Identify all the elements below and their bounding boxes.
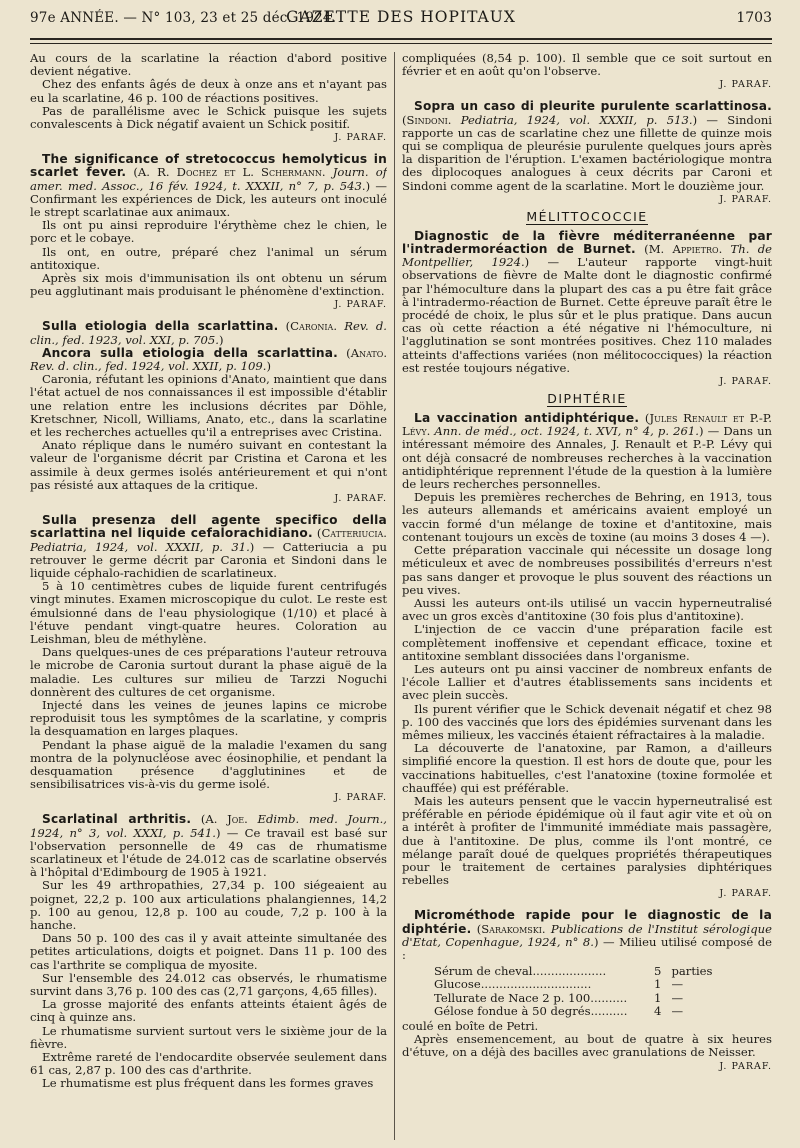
right-column [402,52,772,1140]
ingredient-unit: — [671,1003,684,1018]
section-heading [402,391,772,406]
article-author: Sindoni [406,112,448,127]
paragraph: Après ensemencement, au bout de quatre à six heures d'étuve, on a déjà des bacilles avec granulations de Neisser. [402,1032,772,1060]
section-heading [402,209,772,224]
article-author: A. R. Dochez et L. Schermann [137,165,322,180]
paragraph: Sur les 49 arthropathies, 27,34 p. 100 siégeaient au poignet, 22,2 p. 100 aux articulations phalangiennes, 14,2 p. 100 au genou, 12,8 p. 100 au coude, 7,2 p. 100 à la hanche. [30,878,387,932]
ingredient-quantity: 1 [654,990,662,1005]
article-reference: Journ. of amer. med. Assoc., 16 fév. 1924, t. XXXII, n° 7, p. 543. [30,165,387,193]
ingredient-unit: parties [671,964,713,979]
paragraph: Au cours de la scarlatine la réaction d'abord positive devient négative. [30,52,387,79]
article-reference: Pediatria, 1924, vol. XXXII, p. 31. [30,539,250,554]
ingredient-quantity: 5 [654,964,662,979]
article-reference: Rev. d. clin., fed. 1924, vol. XXII, p. 109. [30,359,267,374]
author-signature: J. PARAF. [719,79,772,91]
paragraph: L'injection de ce vaccin d'une préparation facile est complètement inoffensive et cependant efficace, toxine et antitoxine semblant dissociées dans l'organisme. [402,622,772,663]
article-body: — Dans un intéressant mémoire des Annales, J. Renault et P.-P. Lévy qui ont déjà consacré de nombreuses recherches à la vaccination antidiphtérique reprennent l'étude de la question à la lumière de leurs recherches personnelles. [402,424,772,492]
article-title: Microméthode rapide pour le diagnostic de la diphtérie. [402,908,772,936]
article-body: — Milieu utilisé composé de : [402,934,772,962]
author-signature: J. PARAF. [719,1060,772,1072]
paragraph: Mais les auteurs pensent que le vaccin hyperneutralisé est préférable en période épidémique où il faut agir vite et où on a intérêt à profiter de l'immunité immédiate mais passagère, due à l'antitoxine. De plus, comme ils l'ont montré, ce mélange paraît doué de quelques propriétés thérapeutiques pour le traitement de certaines paralysies diphtériques rebelles [402,793,772,888]
paragraph: Après six mois d'immunisation ils ont obtenu un sérum peu agglutinant mais produisant le phénomène d'extinction. [30,271,387,299]
page-number: 1703 [736,10,772,26]
article-title: Diagnostic de la fièvre méditerranéenne par l'intradermoréaction de Burnet. [402,228,772,257]
paragraph: Caronia, réfutant les opinions d'Anato, maintient que dans l'état actuel de nos connaissances il est impossible d'établir une relation entre les inclusions décrites par Döhle, Kretschner, Nicoll, Williams, Anato, etc., dans la scarlatine et les recherches actuelles qu'il a entreprises avec Cristina. [30,372,387,440]
author-signature: J. PARAF. [334,299,387,311]
article-entry: Diagnostic de la fièvre méditerranéenne par l'intradermoréaction de Burnet. (M. Appietro. Th. de Montpellier, 1924.) — L'auteur rapporte vingt-huit observations de fièvre de Malte dont le diagnostic confirmé par l'hémoculture dans la plupart des cas a pu être fait grâce à l'intradermo-réaction de Burnet. Cette épreuve paraît être le procédé de choix, le plus sûr et le plus pratique. Dans aucun cas où cette réaction a été négative ni l'hémoculture, ni l'agglutination se sont montrées positives. Chez 110 malades atteints d'affections variées (non mélitococciques) la réaction est restée toujours négative. [402,228,772,375]
paragraph: Chez des enfants âgés de deux à onze ans et n'ayant pas eu la scarlatine, 46 p. 100 de réactions positives. [30,77,387,105]
article-reference: Publications de l'Institut sérologique d'Etat, Copenhague, 1924, n° 8. [402,921,772,949]
article-entry: Microméthode rapide pour le diagnostic de la diphtérie. (Sarakomski. Publications de l'Institut sérologique d'Etat, Copenhague, 1924, n° 8.) — Milieu utilisé composé de : [402,908,772,962]
paragraph: Le rhumatisme est plus fréquent dans les formes graves [42,1076,374,1091]
paragraph: Le rhumatisme survient surtout vers le sixième jour de la fièvre. [30,1023,387,1051]
article-title: Scarlatinal arthritis. [42,812,192,827]
article-author: Sarakomski [481,921,542,936]
article-reference: Edimb. med. Journ., 1924, n° 3, vol. XXXI, p. 541. [30,812,387,840]
paragraph: Anato réplique dans le numéro suivant en contestant la valeur de l'organisme décrit par Cristina et Carona et les assimile à deux germes isolés antérieurement et qui n'ont pas résisté aux attaques de la critique. [30,438,387,492]
paragraph: Sur l'ensemble des 24.012 cas observés, le rhumatisme survint dans 3,76 p. 100 des cas (2,71 garçons, 4,65 filles). [30,970,387,998]
article-title: La vaccination antidiphtérique. [414,411,640,426]
author-signature: J. PARAF. [719,376,772,388]
article-reference: Rev. d. clin., fed. 1923, vol. XXI, p. 705. [30,319,387,347]
paragraph: Ils ont, en outre, préparé chez l'animal un sérum antitoxique. [30,244,387,272]
paragraph: compliquées (8,54 p. 100). Il semble que ce soit surtout en février et en août qu'on l'observe. [402,52,772,79]
section-heading-text: DIPHTÉRIE [547,391,627,407]
paragraph: Depuis les premières recherches de Behring, en 1913, tous les auteurs allemands et américains avaient employé un vaccin formé d'un mélange de toxine et d'antitoxine, mais contenant toujours un excès de toxine (au moins 3 doses 4 —). [402,490,772,544]
ingredient-name: Sérum de cheval.................... [434,964,607,979]
article-entry: Sulla etiologia della scarlattina. (Caronia. Rev. d. clin., fed. 1923, vol. XXI, p. 705.) [30,319,387,347]
composition-row [434,978,717,991]
paragraph: Ils purent vérifier que le Schick devenait négatif et chez 98 p. 100 des vaccinés que lors des épidémies survenant dans les mêmes milieux, les vaccinés étaient réfractaires à la maladie. [402,701,772,742]
composition-row [434,992,717,1005]
paragraph: Pendant la phase aiguë de la maladie l'examen du sang montra de la polynucléose avec éosinophilie, et pendant la desquamation présence d'agglutinines et de sensibilisatrices vis-à-vis du germe isolé. [30,737,387,792]
left-column [30,52,387,1140]
header-rule [30,43,772,44]
paragraph: Aussi les auteurs ont-ils utilisé un vaccin hyperneutralisé avec un gros excès d'antitoxine (30 fois plus d'antitoxine). [402,595,772,624]
ingredient-name: Glucose.............................. [434,977,592,992]
ingredient-quantity: 1 [654,977,662,992]
author-signature: J. PARAF. [719,193,772,205]
article-title: Sulla etiologia della scarlattina. [42,319,279,334]
article-author: Caronia [290,319,334,334]
article-entry: Ancora sulla etiologia della scarlattina. (Anato. Rev. d. clin., fed. 1924, vol. XXII, p. 109.) [30,345,387,374]
article-body: — L'auteur rapporte vingt-huit observations de fièvre de Malte dont le diagnostic confirmé par l'hémoculture dans la plupart des cas a pu être fait grâce à l'intradermo-réaction de Burnet. Cette épreuve paraît être le procédé de choix, le plus sûr et le plus pratique. Dans aucun cas où cette réaction a été négative ni l'hémoculture, ni l'agglutination se sont montrées positives. Chez 110 malades atteints d'affections variées (non mélitococciques) la réaction est restée toujours négative. [402,255,772,375]
article-entry: Scarlatinal arthritis. (A. Joe. Edimb. med. Journ., 1924, n° 3, vol. XXXI, p. 541.) — Ce travail est basé sur l'observation personnelle de 49 cas de rhumatisme scarlatineux et l'étude de 24.012 cas de scarlatine observés à l'hôpital d'Edimbourg de 1905 à 1921. [30,812,387,880]
column-divider [394,52,395,1140]
article-body: — Ce travail est basé sur l'observation personnelle de 49 cas de rhumatisme scarlatineux et l'étude de 24.012 cas de scarlatine observés à l'hôpital d'Edimbourg de 1905 à 1921. [30,825,387,880]
article-title: Sulla presenza dell agente specifico della scarlattina nel liquide cefalorachidiano. [30,513,387,541]
paragraph: Pas de parallélisme avec le Schick puisque les sujets convalescents à Dick négatif avaient un Schick positif. [30,103,387,132]
running-header [30,0,772,40]
composition-table [434,965,717,1018]
journal-title: GAZETTE DES HOPITAUX [286,8,516,26]
article-entry: Sopra un caso di pleurite purulente scarlattinosa. (Sindoni. Pediatria, 1924, vol. XXXII, p. 513.) — Sindoni rapporte un cas de scarlatine chez une fillette de quinze mois qui se compliqua de pleurésie purulente quelques jours après la disparition de l'éruption. L'examen bactériologique montra des diplocoques analogues à ceux décrits par Caroni et Sindoni comme agent de la scarlatine. Mort le douzième jour. [402,99,772,193]
composition-row [434,1005,717,1018]
article-author: A. Joe [205,812,245,827]
issue-line: 97e ANNÉE. — N° 103, 23 et 25 déc. 1924. [30,10,337,26]
author-signature: J. PARAF. [334,792,387,804]
author-signature: J. PARAF. [719,888,772,900]
paragraph: Cette préparation vaccinale qui nécessite un dosage long méticuleux et avec de nombreuses possibilités d'erreurs n'est pas sans danger et provoque le plus souvent des réactions un peu vives. [402,543,772,597]
article-body: — Catteriucia a pu retrouver le germe décrit par Caronia et Sindoni dans le liquide céphalo-rachidien de scarlatineux. [30,539,387,580]
article-title: Sopra un caso di pleurite purulente scarlattinosa. [414,99,772,114]
ingredient-name: Tellurate de Nace 2 p. 100.......... [434,990,628,1005]
paragraph: Injecté dans les veines de jeunes lapins ce microbe reproduisit tous les symptômes de la scarlatine, y compris la desquamation en larges plaques. [30,697,387,739]
article-reference: Pediatria, 1924, vol. XXXII, p. 513. [460,112,693,127]
columns [30,52,772,1140]
ingredient-unit: — [671,977,684,992]
paragraph: La grosse majorité des enfants atteints étaient âgés de cinq à quinze ans. [30,997,387,1025]
ingredient-unit: — [671,990,684,1005]
paragraph: Dans quelques-unes de ces préparations l'auteur retrouva le microbe de Caronia surtout durant la phase aiguë de la maladie. Les cultures sur milieu de Tarzzi Noguchi donnèrent des cultures de cet organisme. [30,645,387,699]
article-title: Ancora sulla etiologia della scarlattina. [42,345,338,360]
paragraph: Ils ont pu ainsi reproduire l'érythème chez le chien, le porc et le cobaye. [30,218,387,246]
paragraph: 5 à 10 centimètres cubes de liquide furent centrifugés vingt minutes. Examen microscopique du culot. Le reste est émulsionné dans de l'eau physiologique (1/10) et placé à l'étuve pendant vingt-quatre heures. Coloration au Leishman, bleu de méthylène. [30,579,387,646]
article-reference: Ann. de méd., oct. 1924, t. XVI, n° 4, p. 261. [434,424,699,439]
article-body: — Confirmant les expériences de Dick, les auteurs ont inoculé le strept scarlatinae aux animaux. [30,178,387,220]
article-author: Catteriucia [321,526,384,541]
article-entry: Sulla presenza dell agente specifico della scarlattina nel liquide cefalorachidiano. (Catteriucia. Pediatria, 1924, vol. XXXII, p. 31.) — Catteriucia a pu retrouver le germe décrit par Caronia et Sindoni dans le liquide céphalo-rachidien de scarlatineux. [30,513,387,580]
article-entry: La vaccination antidiphtérique. (Jules Renault et P.-P. Lévy. Ann. de méd., oct. 1924, t. XVI, n° 4, p. 261.) — Dans un intéressant mémoire des Annales, J. Renault et P.-P. Lévy qui ont déjà consacré de nombreuses recherches à la vaccination antidiphtérique reprennent l'étude de la question à la lumière de leurs recherches personnelles. [402,411,772,492]
article-entry: The significance of stretococcus hemolyticus in scarlet fever. (A. R. Dochez et L. Schermann. Journ. of amer. med. Assoc., 16 fév. 1924, t. XXXII, n° 7, p. 543.) — Confirmant les expériences de Dick, les auteurs ont inoculé le strept scarlatinae aux animaux. [30,152,387,220]
paragraph: Extrême rareté de l'endocardite observée seulement dans 61 cas, 2,87 p. 100 des cas d'arthrite. [30,1050,387,1078]
ingredient-name: Gélose fondue à 50 degrés.......... [434,1003,628,1018]
ingredient-quantity: 4 [654,1003,662,1018]
article-title: The significance of stretococcus hemolyticus in scarlet fever. [30,152,387,180]
paragraph: La découverte de l'anatoxine, par Ramon, a d'ailleurs simplifié encore la question. Il est hors de doute que, pour les vaccinations habituelles, c'est l'anatoxine (toxine formolée et chauffée) qui est préférable. [402,741,772,795]
paragraph: coulé en boîte de Petri. [402,1019,539,1033]
article-reference: Th. de Montpellier, 1924. [402,242,772,270]
author-signature: J. PARAF. [334,493,387,505]
author-signature: J. PARAF. [334,132,387,144]
article-author: Anato [350,345,384,360]
paragraph: Les auteurs ont pu ainsi vacciner de nombreux enfants de l'école Lallier et d'autres établissements sans incidents et avec plein succès. [402,661,772,703]
section-heading-text: MÉLITTOCOCCIE [526,208,648,224]
article-author: M. Appietro [648,242,719,257]
article-author: Jules Renault et P.-P. Lévy [402,411,772,439]
article-body: — Sindoni rapporte un cas de scarlatine chez une fillette de quinze mois qui se compliqua de pleurésie purulente quelques jours après la disparition de l'éruption. L'examen bactériologique montra des diplocoques analogues à ceux décrits par Caroni et Sindoni comme agent de la scarlatine. Mort le douzième jour. [402,112,772,193]
paragraph: Dans 50 p. 100 des cas il y avait atteinte simultanée des petites articulations, doigts et poignet. Dans 11 p. 100 des cas l'arthrite se compliqua de myosite. [30,931,387,972]
